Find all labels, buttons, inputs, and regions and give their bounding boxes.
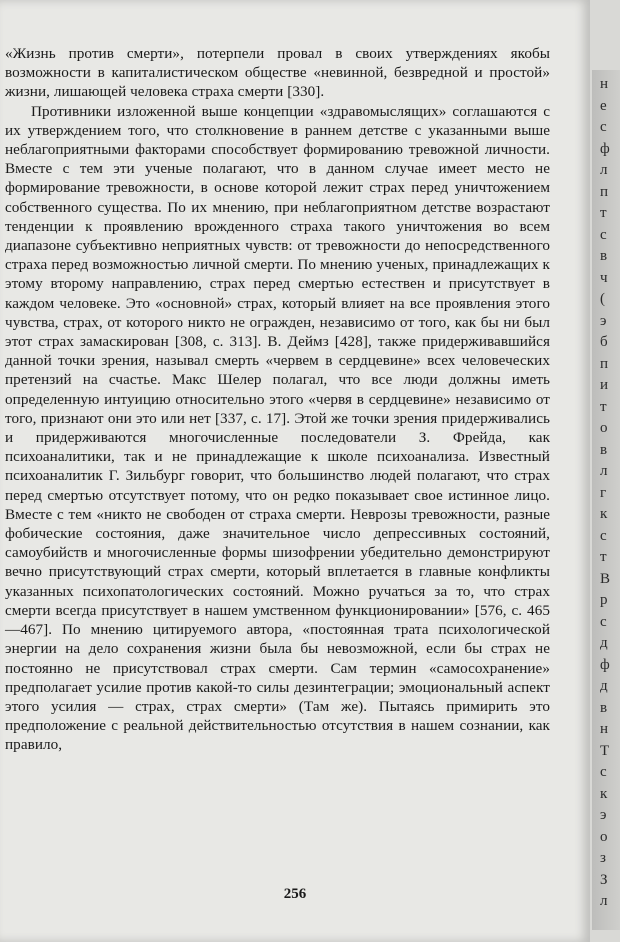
margin-char: к [600, 506, 608, 522]
margin-char: ( [600, 291, 605, 307]
margin-char: к [600, 785, 608, 802]
margin-char: Т [600, 742, 610, 759]
margin-char: р [600, 592, 608, 608]
margin-char: е [600, 97, 607, 114]
margin-char: г [600, 484, 607, 501]
margin-char: в [600, 699, 608, 716]
margin-char: д [600, 678, 608, 694]
margin-char: в [600, 441, 608, 458]
margin-char: л [600, 162, 608, 178]
margin-char: п [600, 183, 609, 200]
margin-char: д [600, 635, 608, 651]
margin-char: э [600, 807, 607, 823]
margin-char: с [600, 226, 607, 243]
page-text [5, 44, 550, 755]
margin-char: с [600, 613, 607, 630]
margin-char: ф [600, 140, 610, 157]
margin-char: т [600, 549, 607, 565]
margin-char: ч [600, 269, 608, 286]
adjacent-page-margin [592, 70, 620, 930]
page-number: 256 [283, 886, 307, 902]
margin-char: л [600, 463, 608, 479]
margin-char: п [600, 355, 609, 372]
margin-char: б [600, 334, 608, 350]
margin-char: о [600, 420, 608, 436]
margin-char: л [600, 893, 608, 909]
margin-char: с [600, 119, 607, 135]
margin-char: В [600, 570, 611, 587]
margin-char: н [600, 721, 609, 737]
paragraph-1: «Жизнь против смерти», потерпели провал в своих утверждениях якобы возможности в капиталистическом обществе «невинной, безвредной и простой» жизни, лишающей человека страха смерти [330]. [5, 45, 550, 101]
margin-char: с [600, 764, 607, 780]
margin-char: с [600, 527, 607, 544]
margin-char: и [600, 377, 609, 393]
margin-char: т [600, 398, 607, 415]
margin-char: о [600, 828, 608, 845]
margin-char: э [600, 312, 607, 329]
paragraph-2: Противники изложенной выше концепции «здравомыслящих» соглашаются с их утверждением того, что столкновение в раннем детстве с указанными выше неблагоприятными факторами способствует формированию тревожной личности. Вместе с тем эти ученые полагают, что в данном случае имеет место не формирование тревожности, в основе которой лежит страх перед уничтожением собственного существа. По их мнению, при неблагоприятном детстве возрастают тенденции к проявлению врожденного страха такого уничтожения во всем диапазоне субъективно неприятных чувств: от тревожности до непосредственного страха перед возможностью личной смерти. По мнению ученых, принадлежащих к этому второму направлению, страх перед смертью естествен и присутствует в каждом человеке. Это «основной» страх, который влияет на все проявления этого чувства, страх, от которого никто не огражден, независимо от того, как бы ни был этот страх замаскирован [308, с. 313]. В. Деймз [428], также придерживавшийся данной точки зрения, называл смерть «червем в сердцевине» всех человеческих претензий на счастье. Макс Шелер полагал, что все люди должны иметь определенную интуицию относительно этого «червя в сердцевине» независимо от того, признают они это или нет [337, с. 17]. Этой же точки зрения придерживались и придерживаются многочисленные последователи З. Фрейда, как психоаналитики, так и не принадлежащие к школе психоанализа. Известный психоаналитик Г. Зильбург говорит, что большинство людей полагают, что страх перед смертью отсутствует потому, что он редко показывает свое истинное лицо. Вместе с тем «никто не свободен от страха смерти. Неврозы тревожности, разные фобические состояния, даже значительное число депрессивных состояний, самоубийств и многочисленные формы шизофрении убедительно демонстрируют вечно присутствующий страх смерти, который вплетается в главные конфликты указанных психопатологических состояний. Можно ручаться за то, что страх смерти всегда присутствует в нашем умственном функционировании» [576, с. 465—467]. По мнению цитируемого автора, «постоянная трата психологической энергии на дело сохранения жизни была бы невозможной, если бы страх не постоянно не присутствовал страх смерти. Сам термин «самосохранение» предполагает усилие против какой-то силы дезинтеграции; эмоциональный аспект этого усилия — страх, страх смерти» (Там же). Пытаясь примирить это предположение с реальной действительностью отсутствия в нашем сознании, как правило, [5, 102, 550, 754]
margin-char: н [600, 76, 609, 92]
margin-char: ф [600, 656, 610, 673]
margin-char: в [600, 248, 608, 264]
margin-char: З [600, 871, 608, 888]
margin-char: з [600, 850, 606, 866]
margin-char: т [600, 205, 607, 221]
